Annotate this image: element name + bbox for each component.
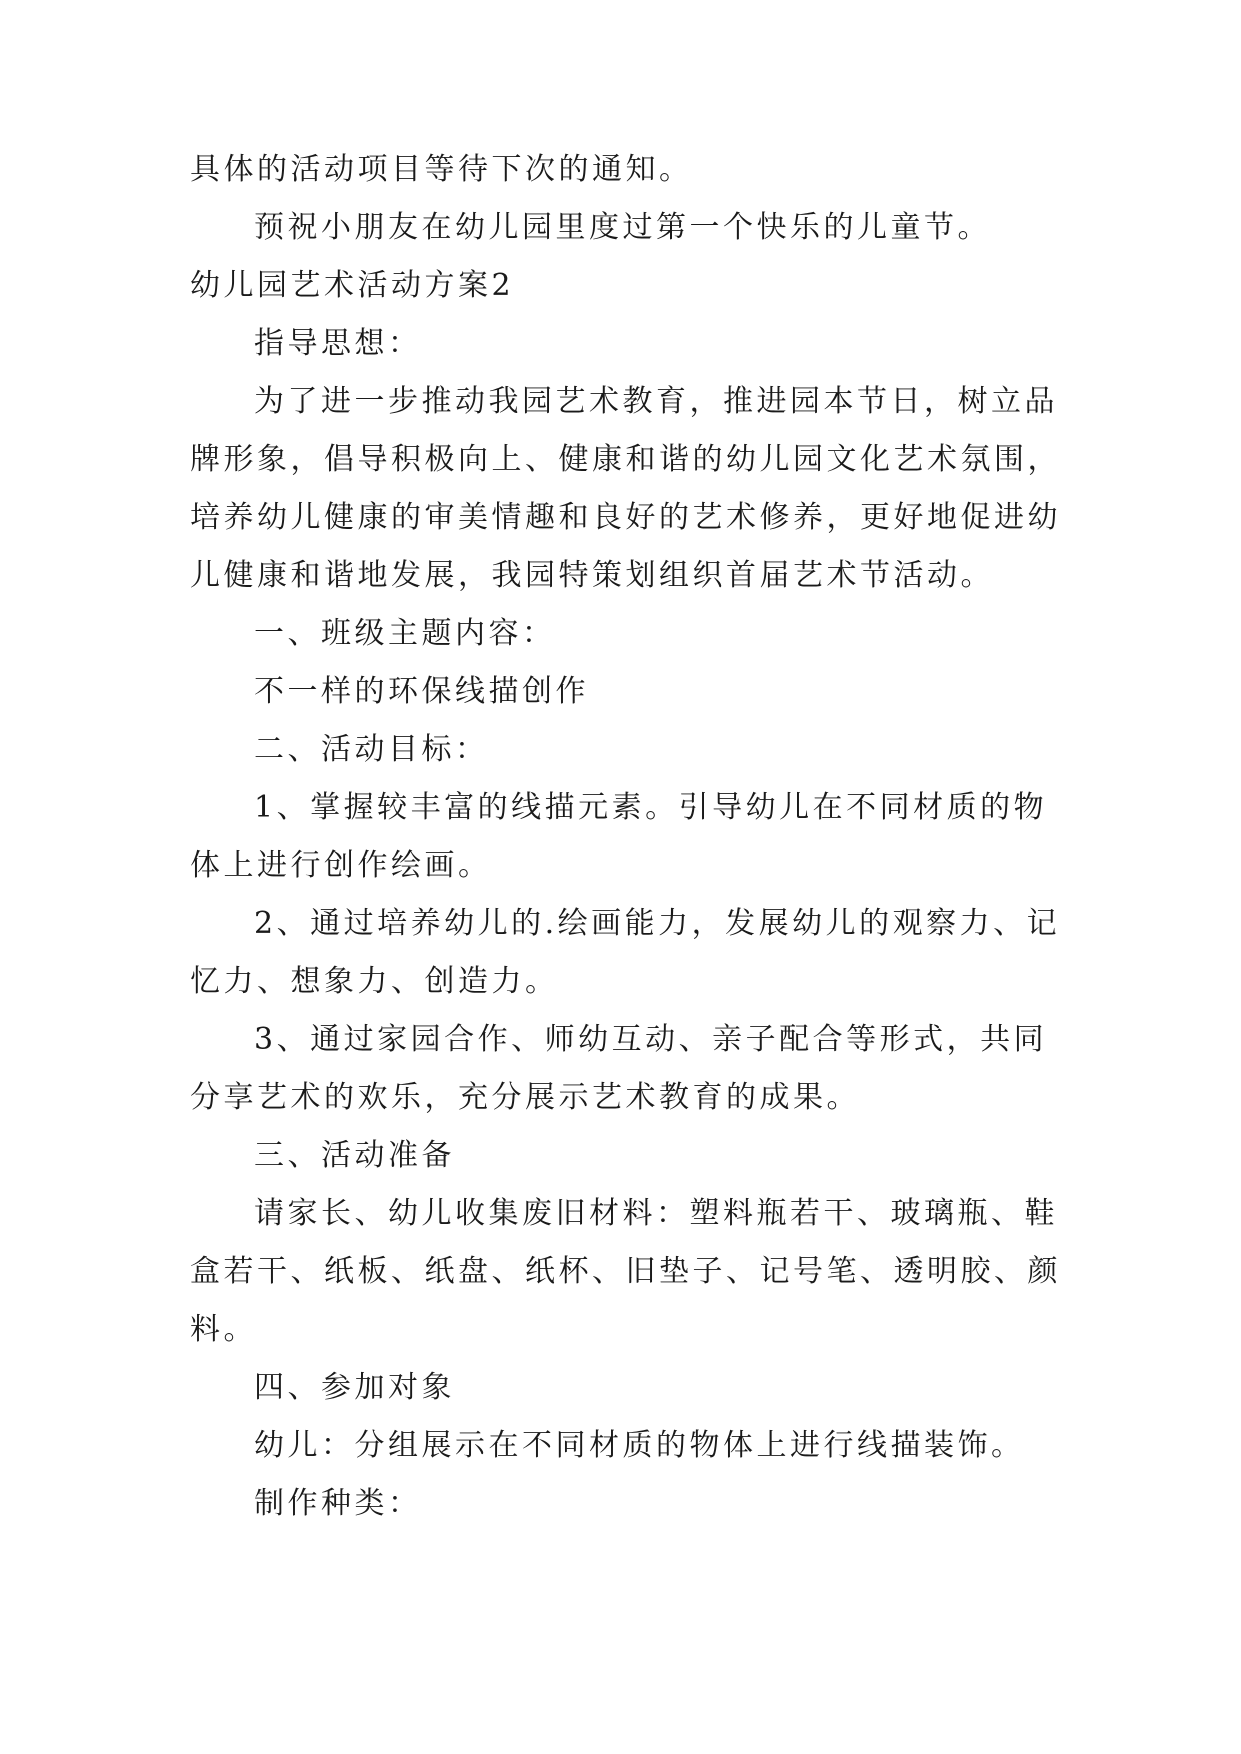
body-text-line: 儿健康和谐地发展，我园特策划组织首届艺术节活动。 xyxy=(190,558,994,593)
paragraph-heading: 四、参加对象 xyxy=(254,1370,455,1405)
list-item-line: 1、掌握较丰富的线描元素。引导幼儿在不同材质的物 xyxy=(254,790,1048,825)
paragraph-heading: 一、班级主题内容： xyxy=(254,616,556,651)
body-text-line: 培养幼儿健康的审美情趣和良好的艺术修养，更好地促进幼 xyxy=(190,500,1061,535)
body-text-line: 牌形象，倡导积极向上、健康和谐的幼儿园文化艺术氛围， xyxy=(190,442,1061,477)
body-text-line: 具体的活动项目等待下次的通知。 xyxy=(190,152,693,187)
paragraph-heading: 制作种类： xyxy=(254,1486,422,1521)
section-heading: 幼儿园艺术活动方案2 xyxy=(190,268,515,303)
list-item-line: 2、通过培养幼儿的.绘画能力，发展幼儿的观察力、记 xyxy=(254,906,1061,941)
body-text-line: 料。 xyxy=(190,1312,257,1347)
paragraph-line: 幼儿：分组展示在不同材质的物体上进行线描装饰。 xyxy=(254,1428,1025,1463)
paragraph-heading: 二、活动目标： xyxy=(254,732,489,767)
paragraph-line: 不一样的环保线描创作 xyxy=(254,674,589,709)
body-text-line: 忆力、想象力、创造力。 xyxy=(190,964,559,999)
list-item-line: 3、通过家园合作、师幼互动、亲子配合等形式，共同 xyxy=(254,1022,1048,1057)
paragraph-heading: 三、活动准备 xyxy=(254,1138,455,1173)
paragraph-heading: 指导思想： xyxy=(254,326,422,361)
paragraph-line: 请家长、幼儿收集废旧材料：塑料瓶若干、玻璃瓶、鞋 xyxy=(254,1196,1058,1231)
body-text-line: 盒若干、纸板、纸盘、纸杯、旧垫子、记号笔、透明胶、颜 xyxy=(190,1254,1061,1289)
body-text-line: 分享艺术的欢乐，充分展示艺术教育的成果。 xyxy=(190,1080,860,1115)
paragraph-line: 为了进一步推动我园艺术教育，推进园本节日，树立品 xyxy=(254,384,1058,419)
paragraph-line: 预祝小朋友在幼儿园里度过第一个快乐的儿童节。 xyxy=(254,210,991,245)
body-text-line: 体上进行创作绘画。 xyxy=(190,848,492,883)
